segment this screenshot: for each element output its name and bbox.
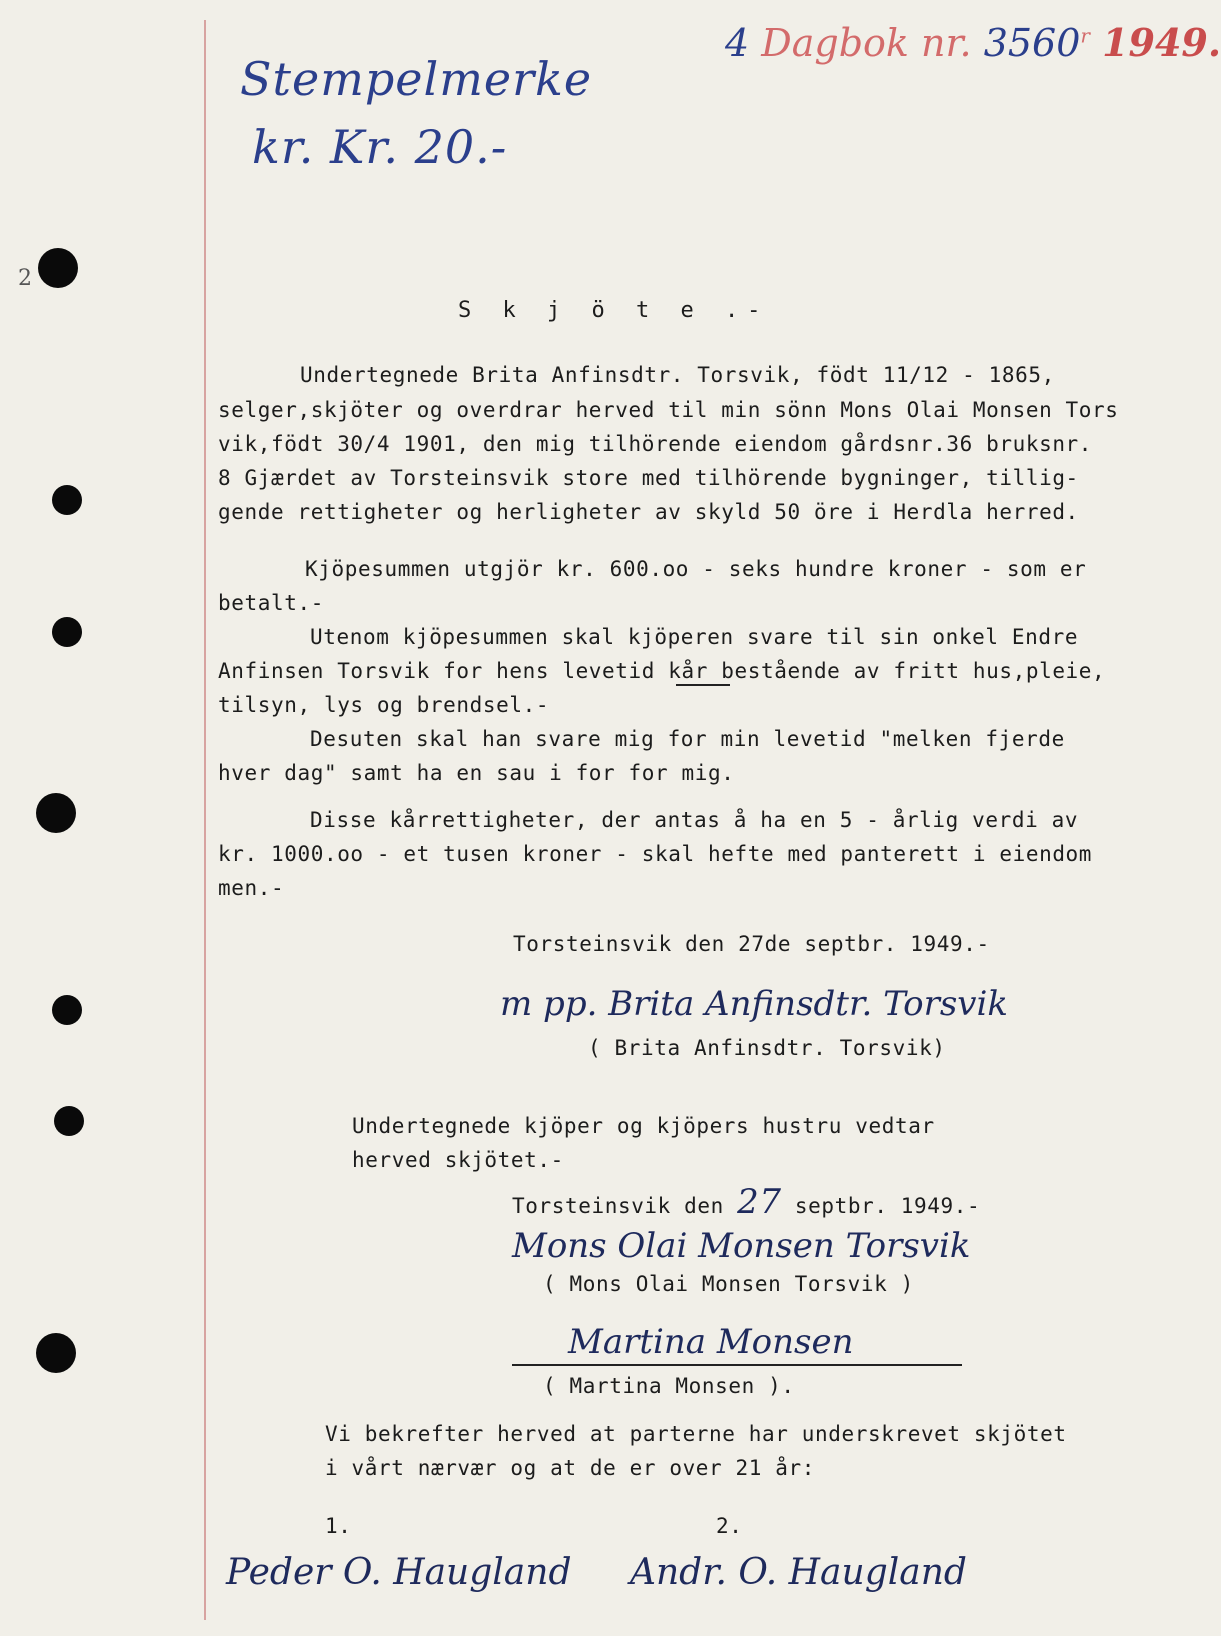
- punch-hole-icon: [38, 248, 78, 288]
- margin-line: [204, 20, 206, 1620]
- witness-signature-1: Peder O. Haugland: [226, 1552, 572, 1593]
- punch-hole-icon: [52, 995, 82, 1025]
- witness-number-2: 2.: [716, 1514, 743, 1538]
- para2-line: kr. 1000.oo - et tusen kroner - skal hefte med panterett i eiendom: [218, 842, 1093, 866]
- dagbok-label: Dagbok nr.: [761, 21, 972, 65]
- dagbok-number: 3560: [983, 21, 1081, 65]
- stamp-note-line2: kr. Kr. 20.-: [252, 120, 508, 174]
- signature-line: [512, 1364, 962, 1366]
- signature-martina: Martina Monsen: [568, 1322, 854, 1362]
- para2-line: hver dag" samt ha en sau i for for mig.: [218, 761, 735, 785]
- punch-hole-icon: [36, 1333, 76, 1373]
- date2-day: 27: [737, 1182, 782, 1222]
- witness-line: Vi bekrefter herved at parterne har underskrevet skjötet: [325, 1422, 1067, 1446]
- date-line-1: Torsteinsvik den 27de septbr. 1949.-: [513, 932, 990, 956]
- printed-name-martina: ( Martina Monsen ).: [543, 1374, 795, 1398]
- punch-hole-icon: [52, 485, 82, 515]
- date2-post: septbr. 1949.-: [794, 1194, 981, 1218]
- dagbok-suffix: r: [1080, 23, 1090, 48]
- witness-signature-2: Andr. O. Haugland: [630, 1552, 967, 1593]
- para1-line: selger,skjöter og overdrar herved til min sönn Mons Olai Monsen Tors: [218, 398, 1119, 422]
- date2-pre: Torsteinsvik den: [512, 1194, 724, 1218]
- acceptance-line: Undertegnede kjöper og kjöpers hustru vedtar: [352, 1114, 935, 1138]
- dagbok-prefix: 4: [725, 21, 750, 65]
- signature-brita: m pp. Brita Anfinsdtr. Torsvik: [500, 984, 1008, 1024]
- para1-line: Undertegnede Brita Anfinsdtr. Torsvik, födt 11/12 - 1865,: [300, 363, 1055, 387]
- margin-mark: 2: [18, 266, 32, 291]
- punch-hole-icon: [52, 617, 82, 647]
- punch-hole-icon: [36, 793, 76, 833]
- para2-line: Utenom kjöpesummen skal kjöperen svare til sin onkel Endre: [310, 625, 1079, 649]
- signature-mons: Mons Olai Monsen Torsvik: [512, 1226, 971, 1266]
- para2-line: tilsyn, lys og brendsel.-: [218, 693, 550, 717]
- para2-line: Anfinsen Torsvik for hens levetid kår bestående av fritt hus,pleie,: [218, 659, 1106, 683]
- date-line-2: [512, 1182, 980, 1222]
- punch-hole-icon: [54, 1106, 84, 1136]
- document-title: S k j ö t e .-: [458, 298, 770, 323]
- printed-name-brita: ( Brita Anfinsdtr. Torsvik): [588, 1036, 946, 1060]
- dagbok-year: 1949.: [1102, 20, 1221, 65]
- para2-line: men.-: [218, 876, 285, 900]
- dagbok-stamp: [725, 20, 1221, 65]
- para2-line: Kjöpesummen utgjör kr. 600.oo - seks hundre kroner - som er: [305, 557, 1087, 581]
- witness-number-1: 1.: [325, 1514, 352, 1538]
- stamp-note-line1: Stempelmerke: [240, 52, 593, 106]
- acceptance-line: herved skjötet.-: [352, 1148, 564, 1172]
- para1-line: 8 Gjærdet av Torsteinsvik store med tilhörende bygninger, tillig-: [218, 466, 1079, 490]
- para2-line: Desuten skal han svare mig for min levetid "melken fjerde: [310, 727, 1065, 751]
- para2-line: betalt.-: [218, 591, 324, 615]
- printed-name-mons: ( Mons Olai Monsen Torsvik ): [543, 1272, 914, 1296]
- witness-line: i vårt nærvær og at de er over 21 år:: [325, 1456, 815, 1480]
- para1-line: gende rettigheter og herligheter av skyld 50 öre i Herdla herred.: [218, 500, 1079, 524]
- para1-line: vik,födt 30/4 1901, den mig tilhörende eiendom gårdsnr.36 bruksnr.: [218, 432, 1093, 456]
- para2-line: Disse kårrettigheter, der antas å ha en 5 - årlig verdi av: [310, 808, 1079, 832]
- underline-kar: [676, 684, 730, 686]
